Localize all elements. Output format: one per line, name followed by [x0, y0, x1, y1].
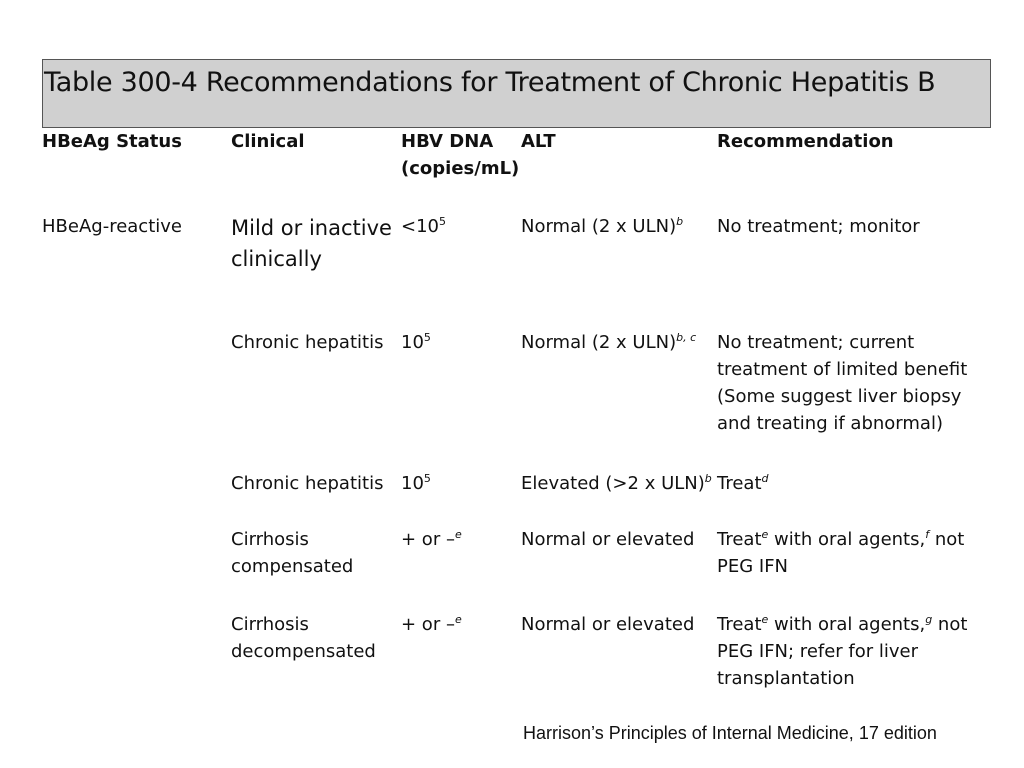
- row1-alt-text: Normal (2 x ULN): [521, 216, 677, 237]
- row5-dna-sup: e: [454, 613, 462, 626]
- row5-rec-a: Treat: [717, 614, 762, 635]
- row1-status: HBeAg-reactive: [42, 216, 182, 237]
- row2-hbv-dna: [401, 329, 431, 356]
- row4-clinical: [231, 526, 353, 580]
- header-clinical: Clinical: [231, 131, 305, 152]
- row4-rec-sup1: e: [761, 528, 769, 541]
- header-hbv-dna-line1: HBV DNA: [401, 131, 494, 152]
- row1-clinical: [231, 213, 392, 275]
- row4-dna-sup: e: [454, 528, 462, 541]
- row3-rec-sup: d: [761, 472, 769, 485]
- row5-hbv-dna: [401, 611, 462, 638]
- row1-clinical-line2: clinically: [231, 247, 322, 271]
- row5-rec-line2: PEG IFN; refer for liver: [717, 641, 919, 662]
- row4-rec-a: Treat: [717, 529, 762, 550]
- row4-rec-line1: [717, 526, 997, 553]
- row1-hbv-dna: [401, 213, 446, 240]
- title-box: [42, 59, 991, 128]
- row5-rec-b: with oral agents,: [768, 614, 926, 635]
- header-hbv-dna: [401, 128, 519, 182]
- row5-rec-sup1: e: [761, 613, 769, 626]
- row1-clinical-line1: Mild or inactive: [231, 216, 392, 240]
- row1-dna-exp: 5: [439, 215, 446, 228]
- row1-alt: [521, 213, 683, 240]
- row4-recommendation: [717, 526, 997, 580]
- row2-rec-line2: treatment of limited benefit: [717, 359, 968, 380]
- row2-alt-text: Normal (2 x ULN): [521, 332, 677, 353]
- row5-recommendation: [717, 611, 997, 692]
- row2-dna-base: 10: [401, 332, 424, 353]
- header-hbv-dna-line2: (copies/mL): [401, 158, 520, 179]
- row4-hbv-dna: [401, 526, 462, 553]
- row5-rec-line1: [717, 611, 997, 638]
- row1-recommendation: No treatment; monitor: [717, 216, 920, 237]
- row4-rec-c: not: [929, 529, 965, 550]
- row3-rec-text: Treat: [717, 473, 762, 494]
- row2-rec-line3: (Some suggest liver biopsy: [717, 386, 962, 407]
- row2-alt-sup: b, c: [676, 331, 697, 344]
- row2-rec-line4: and treating if abnormal): [717, 413, 943, 434]
- row1-alt-sup: b: [676, 215, 684, 228]
- row3-alt: [521, 470, 712, 497]
- row4-clinical-line2: compensated: [231, 556, 354, 577]
- row2-dna-exp: 5: [423, 331, 431, 344]
- row4-alt: Normal or elevated: [521, 529, 695, 550]
- row3-alt-text: Elevated (>2 x ULN): [521, 473, 705, 494]
- row5-clinical-line1: Cirrhosis: [231, 614, 309, 635]
- header-recommendation: Recommendation: [717, 131, 894, 152]
- row5-clinical: [231, 611, 376, 665]
- row3-alt-sup: b: [704, 472, 712, 485]
- row3-hbv-dna: [401, 470, 431, 497]
- row2-alt: [521, 329, 696, 356]
- row4-rec-sup2: f: [925, 528, 930, 541]
- row3-dna-exp: 5: [423, 472, 431, 485]
- row2-recommendation: [717, 329, 997, 437]
- row2-rec-line1: No treatment; current: [717, 332, 915, 353]
- row4-rec-line2: PEG IFN: [717, 556, 789, 577]
- row3-recommendation: [717, 470, 997, 497]
- row4-rec-b: with oral agents,: [768, 529, 926, 550]
- row5-rec-c: not: [932, 614, 968, 635]
- header-alt: ALT: [521, 131, 556, 152]
- row3-dna-base: 10: [401, 473, 424, 494]
- row4-clinical-line1: Cirrhosis: [231, 529, 309, 550]
- header-status: HBeAg Status: [42, 131, 182, 152]
- row3-clinical: Chronic hepatitis: [231, 473, 384, 494]
- row2-clinical: Chronic hepatitis: [231, 332, 384, 353]
- page-title: Table 300-4 Recommendations for Treatment of Chronic Hepatitis B: [44, 67, 936, 98]
- source-citation: Harrison’s Principles of Internal Medicine, 17 edition: [523, 723, 937, 743]
- row1-dna-base: <10: [401, 216, 439, 237]
- row5-rec-line3: transplantation: [717, 668, 855, 689]
- row5-alt: Normal or elevated: [521, 614, 695, 635]
- row5-clinical-line2: decompensated: [231, 641, 376, 662]
- row4-dna-base: + or –: [401, 529, 455, 550]
- row5-rec-sup2: g: [925, 613, 933, 626]
- row5-dna-base: + or –: [401, 614, 455, 635]
